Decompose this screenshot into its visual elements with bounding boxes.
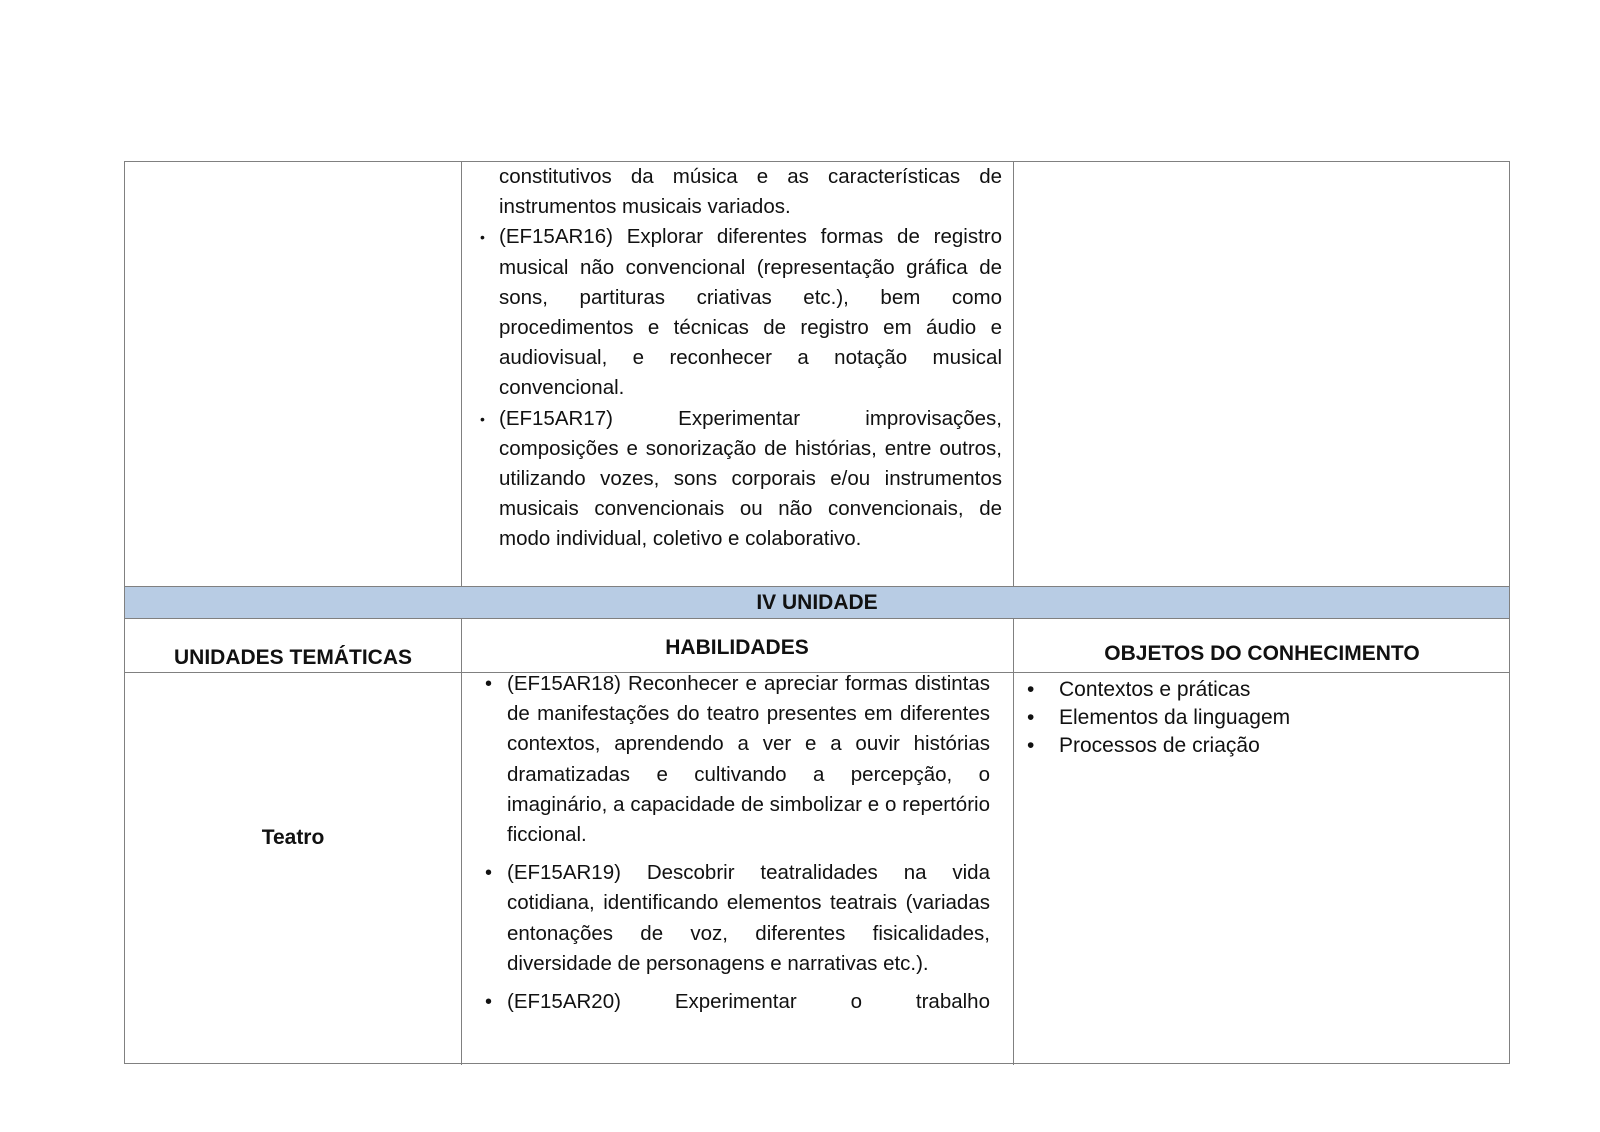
list-item: • Contextos e práticas xyxy=(1059,676,1290,704)
bullet-icon: • xyxy=(485,673,493,695)
bullet-icon: • xyxy=(485,991,493,1014)
teatro-skills-cell xyxy=(485,669,990,1017)
bullet-icon: • xyxy=(485,862,493,885)
knowledge-objects-list xyxy=(1027,676,1291,760)
curriculum-table xyxy=(124,161,1510,1064)
continuation-paragraph: constitutivos da música e as características de instrumentos musicais variados. xyxy=(499,165,1002,219)
bullet-icon: • xyxy=(1027,734,1035,757)
skill-item: • (EF15AR17) Experimentar improvisações, composições e sonorização de histórias, entre outros, utilizando vozes, sons corporais e/ou instrumentos musicais convencionais ou não convencionais, de modo individual, coletivo e colaborativo. xyxy=(499,404,1002,555)
skill-item: • (EF15AR20) Experimentar o trabalho xyxy=(497,987,990,1017)
unit-name-teatro: Teatro xyxy=(261,826,325,849)
skill-item: • (EF15AR19) Descobrir teatralidades na vida cotidiana, identificando elementos teatrais (variadas entonações de voz, diferentes fisicalidades, diversidade de personagens e narrativas etc.). xyxy=(497,858,990,979)
header-habilidades: HABILIDADES xyxy=(665,636,809,659)
section-band-title: IV UNIDADE xyxy=(756,591,878,614)
skill-item: • (EF15AR18) Reconhecer e apreciar formas distintas de manifestações do teatro presentes em diferentes contextos, aprendendo a ver e a ouvir histórias dramatizadas e cultivando a percepção, o imaginário, a capacidade de simbolizar e o repertório ficcional. xyxy=(497,669,990,850)
column-divider-1-lower xyxy=(461,618,462,1065)
band-bottom-border xyxy=(125,618,1509,619)
bullet-icon: • xyxy=(480,410,485,427)
column-divider-2 xyxy=(1013,162,1014,587)
header-objetos-do-conhecimento: OBJETOS DO CONHECIMENTO xyxy=(1104,642,1420,665)
list-item: • Elementos da linguagem xyxy=(1059,704,1290,732)
bullet-icon: • xyxy=(1027,706,1035,729)
continuation-skills-cell xyxy=(480,162,1002,555)
column-divider-1 xyxy=(461,162,462,587)
list-item: • Processos de criação xyxy=(1059,732,1290,760)
bullet-icon: • xyxy=(480,229,485,246)
bullet-icon: • xyxy=(1027,678,1035,701)
column-divider-2-lower xyxy=(1013,618,1014,1065)
header-unidades-tematicas: UNIDADES TEMÁTICAS xyxy=(173,646,412,669)
skill-item: • (EF15AR16) Explorar diferentes formas de registro musical não convencional (representação gráfica de sons, partituras criativas etc.), bem como procedimentos e técnicas de registro em áudio e audiovisual, e reconhecer a notação musical convencional. xyxy=(499,222,1002,403)
